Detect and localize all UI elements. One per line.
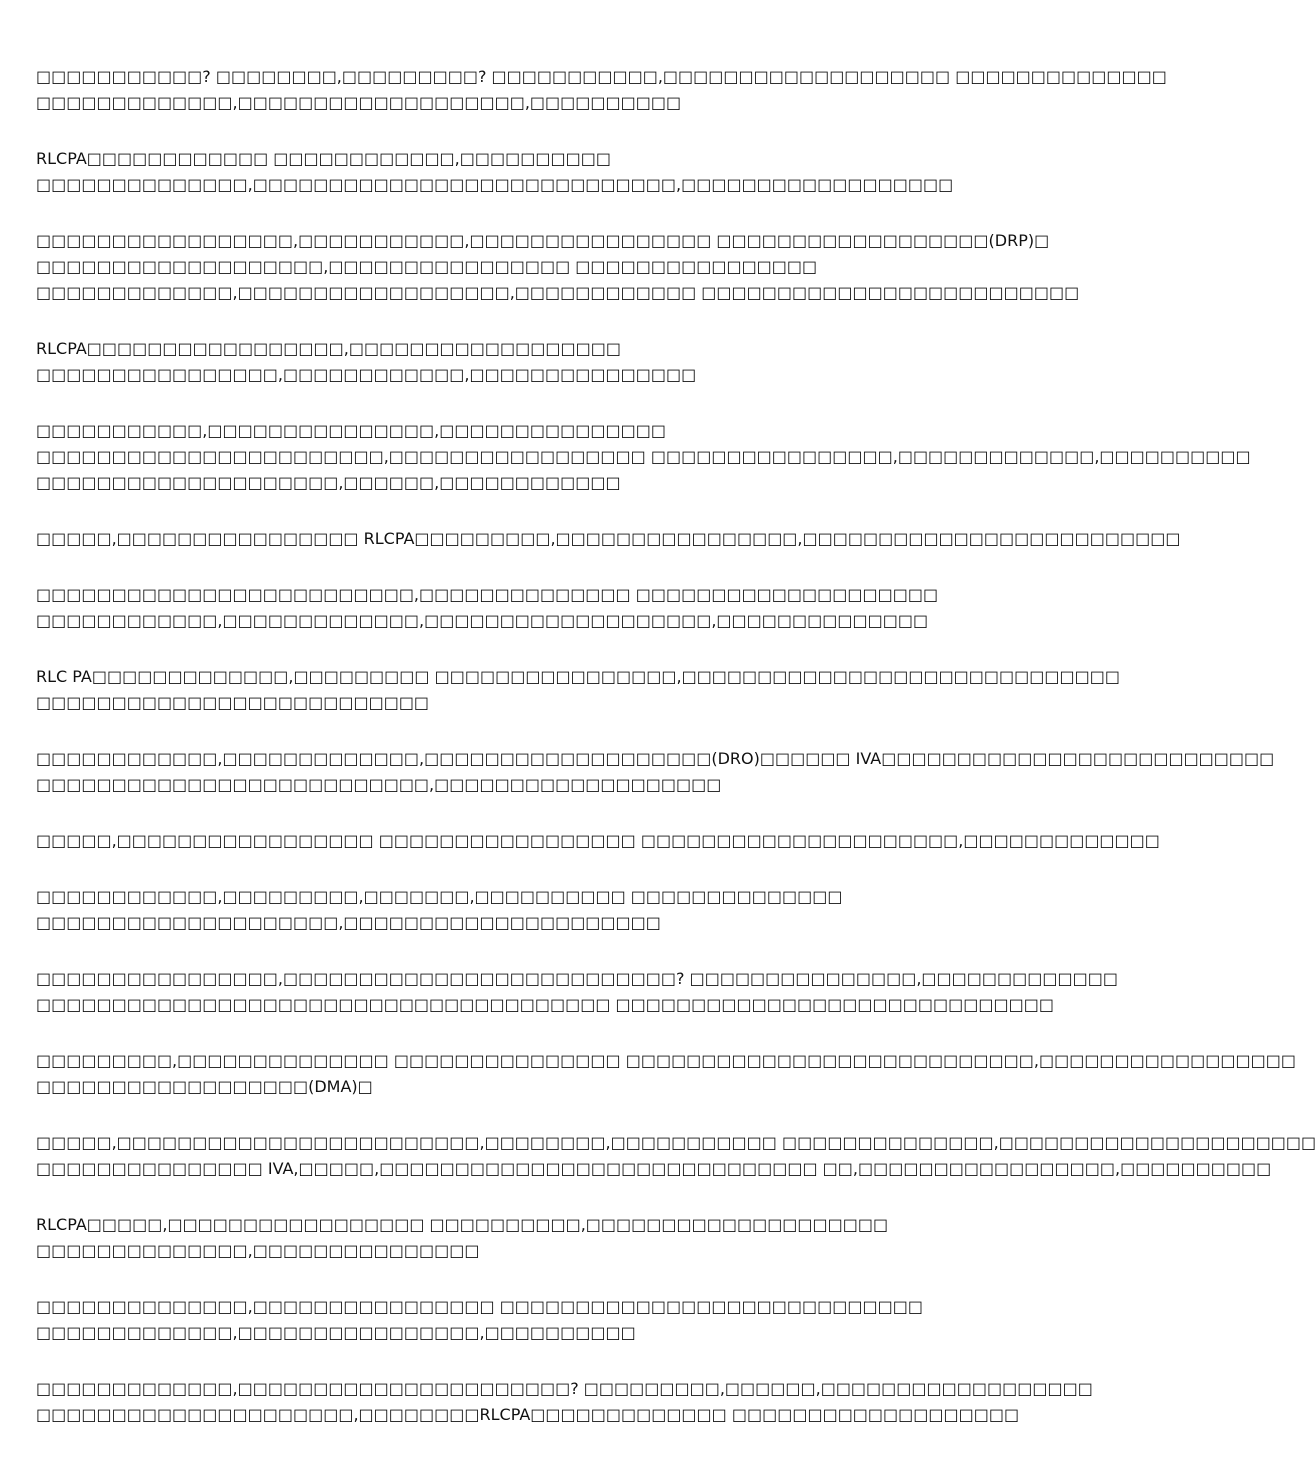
text-line: □□□□□□□□□□□□□□□□,□□□□□□□□□□□□□□□□□□□□□□□□□□? □□□□□□□□□□□□□□□,□□□□□□□□□□□□□ bbox=[36, 969, 1118, 988]
paragraph bbox=[36, 1376, 1093, 1428]
text-line: □□□□□□□□□□□□□□□□□□□□,□□□□□□,□□□□□□□□□□□□ bbox=[36, 473, 621, 492]
text-line: RLCPA□□□□□□□□□□□□ □□□□□□□□□□□□,□□□□□□□□□□ bbox=[36, 149, 611, 168]
text-line: □□□□□□□□□□□□□□□□□□□,□□□□□□□□□□□□□□□□ □□□□□□□□□□□□□□□□ bbox=[36, 257, 818, 276]
text-line: □□□□□□□□□□□□□□,□□□□□□□□□□□□□□□□□□□□□□□□□□□□,□□□□□□□□□□□□□□□□□□ bbox=[36, 175, 954, 194]
text-line: □□□□□,□□□□□□□□□□□□□□□□□□□□□□□□,□□□□□□□□,□□□□□□□□□□□ □□□□□□□□□□□□□□,□□□□□□□□□□□□□□□□□□□□□ bbox=[36, 1133, 1316, 1152]
paragraph bbox=[36, 1048, 1296, 1100]
text-line: □□□□□,□□□□□□□□□□□□□□□□□ □□□□□□□□□□□□□□□□□ □□□□□□□□□□□□□□□□□□□□□,□□□□□□□□□□□□□ bbox=[36, 831, 1160, 850]
paragraph bbox=[36, 146, 996, 198]
text-line: □□□□□□□□□□□□□□□□□□(DMA)□ bbox=[36, 1077, 373, 1096]
paragraph bbox=[36, 336, 996, 388]
paragraph bbox=[36, 828, 1160, 854]
text-line: □□□□□□□□□□□□□□□□□□□□□□□□□□ bbox=[36, 693, 430, 712]
text-line: □□□□□□□□□□□□□□,□□□□□□□□□□□□□□□□ □□□□□□□□□□□□□□□□□□□□□□□□□□□□ bbox=[36, 1297, 923, 1316]
text-line: RLCPA□□□□□,□□□□□□□□□□□□□□□□□ □□□□□□□□□□,□□□□□□□□□□□□□□□□□□□□ bbox=[36, 1215, 889, 1234]
paragraph bbox=[36, 526, 1181, 552]
text-line: □□□□□□□□□,□□□□□□□□□□□□□□ □□□□□□□□□□□□□□□ □□□□□□□□□□□□□□□□□□□□□□□□□□□,□□□□□□□□□□□□□□□□□ bbox=[36, 1051, 1296, 1070]
text-line: □□□□□□□□□□□□,□□□□□□□□□□□□□,□□□□□□□□□□□□□□□□□□□(DRO)□□□□□□ IVA□□□□□□□□□□□□□□□□□□□□□□□□□□ bbox=[36, 749, 1275, 768]
text-line: □□□□□□□□□□□□□□□□□□□□□□□□□,□□□□□□□□□□□□□□ □□□□□□□□□□□□□□□□□□□□ bbox=[36, 585, 939, 604]
text-line: □□□□□,□□□□□□□□□□□□□□□□ RLCPA□□□□□□□□□,□□□□□□□□□□□□□□□□,□□□□□□□□□□□□□□□□□□□□□□□□□ bbox=[36, 529, 1181, 548]
paragraph bbox=[36, 966, 1118, 1018]
text-line: □□□□□□□□□□□□□,□□□□□□□□□□□□□□□□□□□,□□□□□□□□□□ bbox=[36, 93, 682, 112]
text-line: □□□□□□□□□□□□□□□□□□□□,□□□□□□□□□□□□□□□□□□□□□ bbox=[36, 913, 661, 932]
paragraph bbox=[36, 64, 1167, 116]
text-line: □□□□□□□□□□□□□□,□□□□□□□□□□□□□□□ bbox=[36, 1241, 480, 1260]
text-line: □□□□□□□□□□□,□□□□□□□□□□□□□□□,□□□□□□□□□□□□□□□ bbox=[36, 421, 666, 440]
text-line: □□□□□□□□□□□□□□□□□□□□□□□□□□,□□□□□□□□□□□□□□□□□□□ bbox=[36, 775, 722, 794]
text-line: □□□□□□□□□□□□□□□□□□□□□□□□□□□□□□□□□□□□□□ □□□□□□□□□□□□□□□□□□□□□□□□□□□□□ bbox=[36, 995, 1054, 1014]
paragraph bbox=[36, 1294, 996, 1346]
paragraph bbox=[36, 582, 996, 634]
document-body bbox=[36, 64, 1316, 1458]
paragraph bbox=[36, 746, 1275, 798]
text-line: □□□□□□□□□□□□□□□□□,□□□□□□□□□□□,□□□□□□□□□□□□□□□□ □□□□□□□□□□□□□□□□□□(DRP)□ bbox=[36, 231, 1050, 250]
text-line: □□□□□□□□□□□? □□□□□□□□,□□□□□□□□□? □□□□□□□□□□□,□□□□□□□□□□□□□□□□□□□ □□□□□□□□□□□□□□ bbox=[36, 67, 1167, 86]
text-line: □□□□□□□□□□□□□,□□□□□□□□□□□□□□□□□□□□□□? □□□□□□□□□,□□□□□□,□□□□□□□□□□□□□□□□□□ bbox=[36, 1379, 1093, 1398]
text-line: □□□□□□□□□□□□□,□□□□□□□□□□□□□□□□,□□□□□□□□□□ bbox=[36, 1323, 636, 1342]
text-line: □□□□□□□□□□□□□□□□□□□□□□□,□□□□□□□□□□□□□□□□□ □□□□□□□□□□□□□□□□,□□□□□□□□□□□□□,□□□□□□□□□□ bbox=[36, 447, 1251, 466]
paragraph bbox=[36, 664, 1120, 716]
paragraph bbox=[36, 1212, 996, 1264]
text-line: □□□□□□□□□□□□□,□□□□□□□□□□□□□□□□□□,□□□□□□□□□□□□ □□□□□□□□□□□□□□□□□□□□□□□□□ bbox=[36, 283, 1080, 302]
text-line: RLCPA□□□□□□□□□□□□□□□□□,□□□□□□□□□□□□□□□□□□ bbox=[36, 339, 621, 358]
paragraph bbox=[36, 418, 1251, 496]
paragraph bbox=[36, 228, 1080, 306]
text-line: □□□□□□□□□□□□,□□□□□□□□□□□□□,□□□□□□□□□□□□□□□□□□□,□□□□□□□□□□□□□□ bbox=[36, 611, 929, 630]
text-line: □□□□□□□□□□□□□□□ IVA,□□□□□,□□□□□□□□□□□□□□□□□□□□□□□□□□□□□ □□,□□□□□□□□□□□□□□□□□,□□□□□□□□□□ bbox=[36, 1159, 1272, 1178]
text-line: RLC PA□□□□□□□□□□□□□,□□□□□□□□□ □□□□□□□□□□□□□□□□,□□□□□□□□□□□□□□□□□□□□□□□□□□□□□ bbox=[36, 667, 1120, 686]
paragraph bbox=[36, 1130, 1316, 1182]
paragraph bbox=[36, 884, 996, 936]
text-line: □□□□□□□□□□□□□□□□□□□□□,□□□□□□□□RLCPA□□□□□□□□□□□□□ □□□□□□□□□□□□□□□□□□□ bbox=[36, 1405, 1020, 1424]
text-line: □□□□□□□□□□□□□□□□,□□□□□□□□□□□□,□□□□□□□□□□□□□□□ bbox=[36, 365, 697, 384]
text-line: □□□□□□□□□□□□,□□□□□□□□□,□□□□□□□,□□□□□□□□□□ □□□□□□□□□□□□□□ bbox=[36, 887, 843, 906]
